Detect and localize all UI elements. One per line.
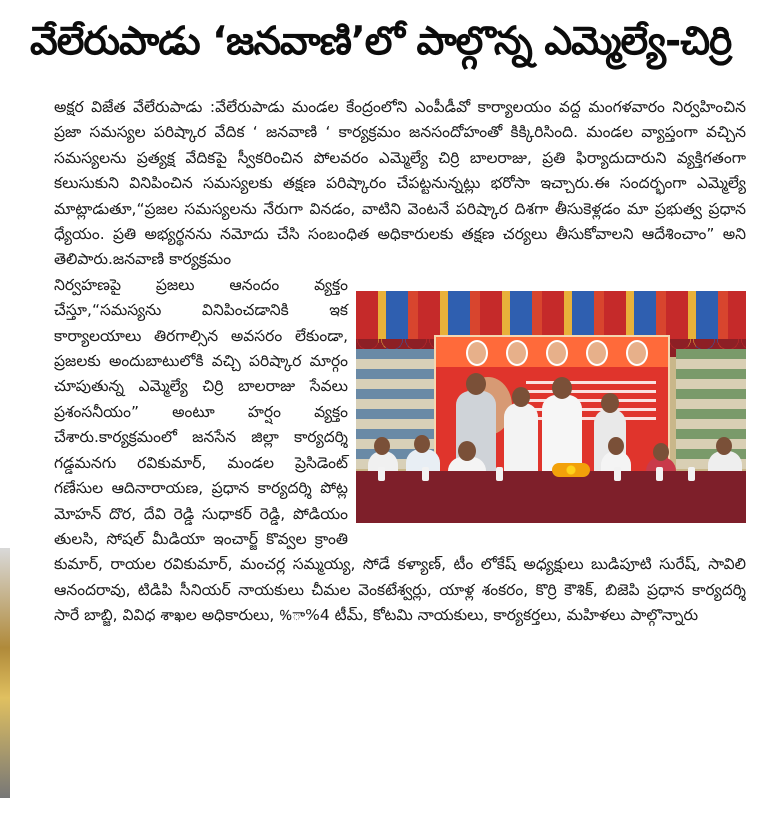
person-head (466, 373, 486, 395)
water-bottle (496, 467, 503, 481)
flower-bouquet (552, 463, 590, 477)
person-head (716, 437, 732, 455)
adjacent-photo-edge (0, 548, 10, 798)
article-paragraph-2: నిర్వహణపై ప్రజలు ఆనందం వ్యక్తం చేస్తూ,“సమస్యను వినిపించడానికి ఇక కార్యాలయాలు తిరగాల్సిన అవసరం లేకుండా, ప్రజలకు అందుబాటులోకి వచ్చి పరిష్కార మార్గం చూపుతున్న ఎమ్మెల్యే చిర్రి బాలరాజు సేవలు ప్రశంసనీయం” అంటూ హర్షం వ్యక్తం చేశారు.కార్యక్రమంలో జనసేన జిల్లా కార్యదర్శి గడ్డమనగు రవికుమార్, మండల ప్రెసిడెంట్ గణేసుల ఆదినారాయణ, ప్రధాన కార్యదర్శి పోట్ల మోహన్ దొర, దేవి రెడ్డి సుధాకర్ రెడ్డి, పోడియం తులసి, సోషల్ మీడియా ఇంచార్జ్ కొవ్వల క్రాంతి కుమార్, రాయల రవికుమార్, మంచర్ల సమ్మయ్య, సోడే కళ్యాణ్, టీం లోకేష్ అధ్యక్షులు బుడిపూటి సురేష్, సావిలి ఆనందరావు, టిడిపి సీనియర్ నాయకులు చీమల వెంకటేశ్వర్లు, యాళ్ల శంకరం, కొర్రి కౌశిక్, బిజెపి ప్రధాన కార్యదర్శి సారే బాబ్జి, వివిధ శాఖల అధికారులు, %ా%4 టీమ్, కోటమి నాయకులు, కార్యకర్తలు, మహిళలు పాల్గొన్నారు (54, 275, 746, 625)
banner-portrait (466, 340, 488, 366)
water-bottle (688, 467, 695, 481)
banner-portrait (506, 340, 528, 366)
person-head (601, 393, 619, 413)
person-head (414, 435, 430, 453)
person-head (374, 437, 390, 455)
person-head (458, 441, 476, 461)
headline: వేలేరుపాడు ‘జనవాణి’లో పాల్గొన్న ఎమ్మెల్యే-చిర్రి (30, 19, 732, 64)
person-head (512, 387, 530, 407)
person-head (608, 437, 624, 455)
banner-portrait (586, 340, 608, 366)
water-bottle (656, 467, 663, 481)
water-bottle (614, 467, 621, 481)
person-head (653, 443, 669, 461)
water-bottle (422, 467, 429, 481)
banner-portrait (626, 340, 648, 366)
banner-portrait (546, 340, 568, 366)
tent-wall-right (676, 349, 746, 469)
person-head (552, 377, 572, 399)
event-photo (356, 291, 746, 523)
article-body (54, 95, 746, 629)
standing-person (504, 403, 538, 475)
water-bottle (378, 467, 385, 481)
article-paragraph-1: అక్షర విజేత వేలేరుపాడు :వేలేరుపాడు మండల కేంద్రంలోని ఎంపీడీవో కార్యాలయం వద్ద మంగళవారం నిర్వహించిన ప్రజా సమస్యల పరిష్కార వేదిక ‘ జనవాణి ‘ కార్యక్రమం జనసందోహంతో కిక్కిరిసింది. మండల వ్యాప్తంగా వచ్చిన సమస్యలను ప్రత్యక్ష వేదికపై స్వీకరించిన పోలవరం ఎమ్మెల్యే చిర్రి బాలరాజు, ప్రతి ఫిర్యాదుదారుని వ్యక్తిగతంగా కలుసుకుని వినిపించిన సమస్యలకు తక్షణ పరిష్కారం చేపట్టనున్నట్లు భరోసా ఇచ్చారు.ఈ సందర్భంగా ఎమ్మెల్యే మాట్లాడుతూ,“ప్రజల సమస్యలను నేరుగా వినడం, వాటిని వెంటనే పరిష్కార దిశగా తీసుకెళ్లడం మా ప్రభుత్వ ప్రధాన ధ్యేయం. ప్రతి అభ్యర్థనను నమోదు చేసి సంబంధిత అధికారులకు తక్షణ చర్యలు తీసుకోవాలని ఆదేశించాం” అని తెలిపారు.జనవాణి కార్యక్రమం (54, 98, 746, 269)
